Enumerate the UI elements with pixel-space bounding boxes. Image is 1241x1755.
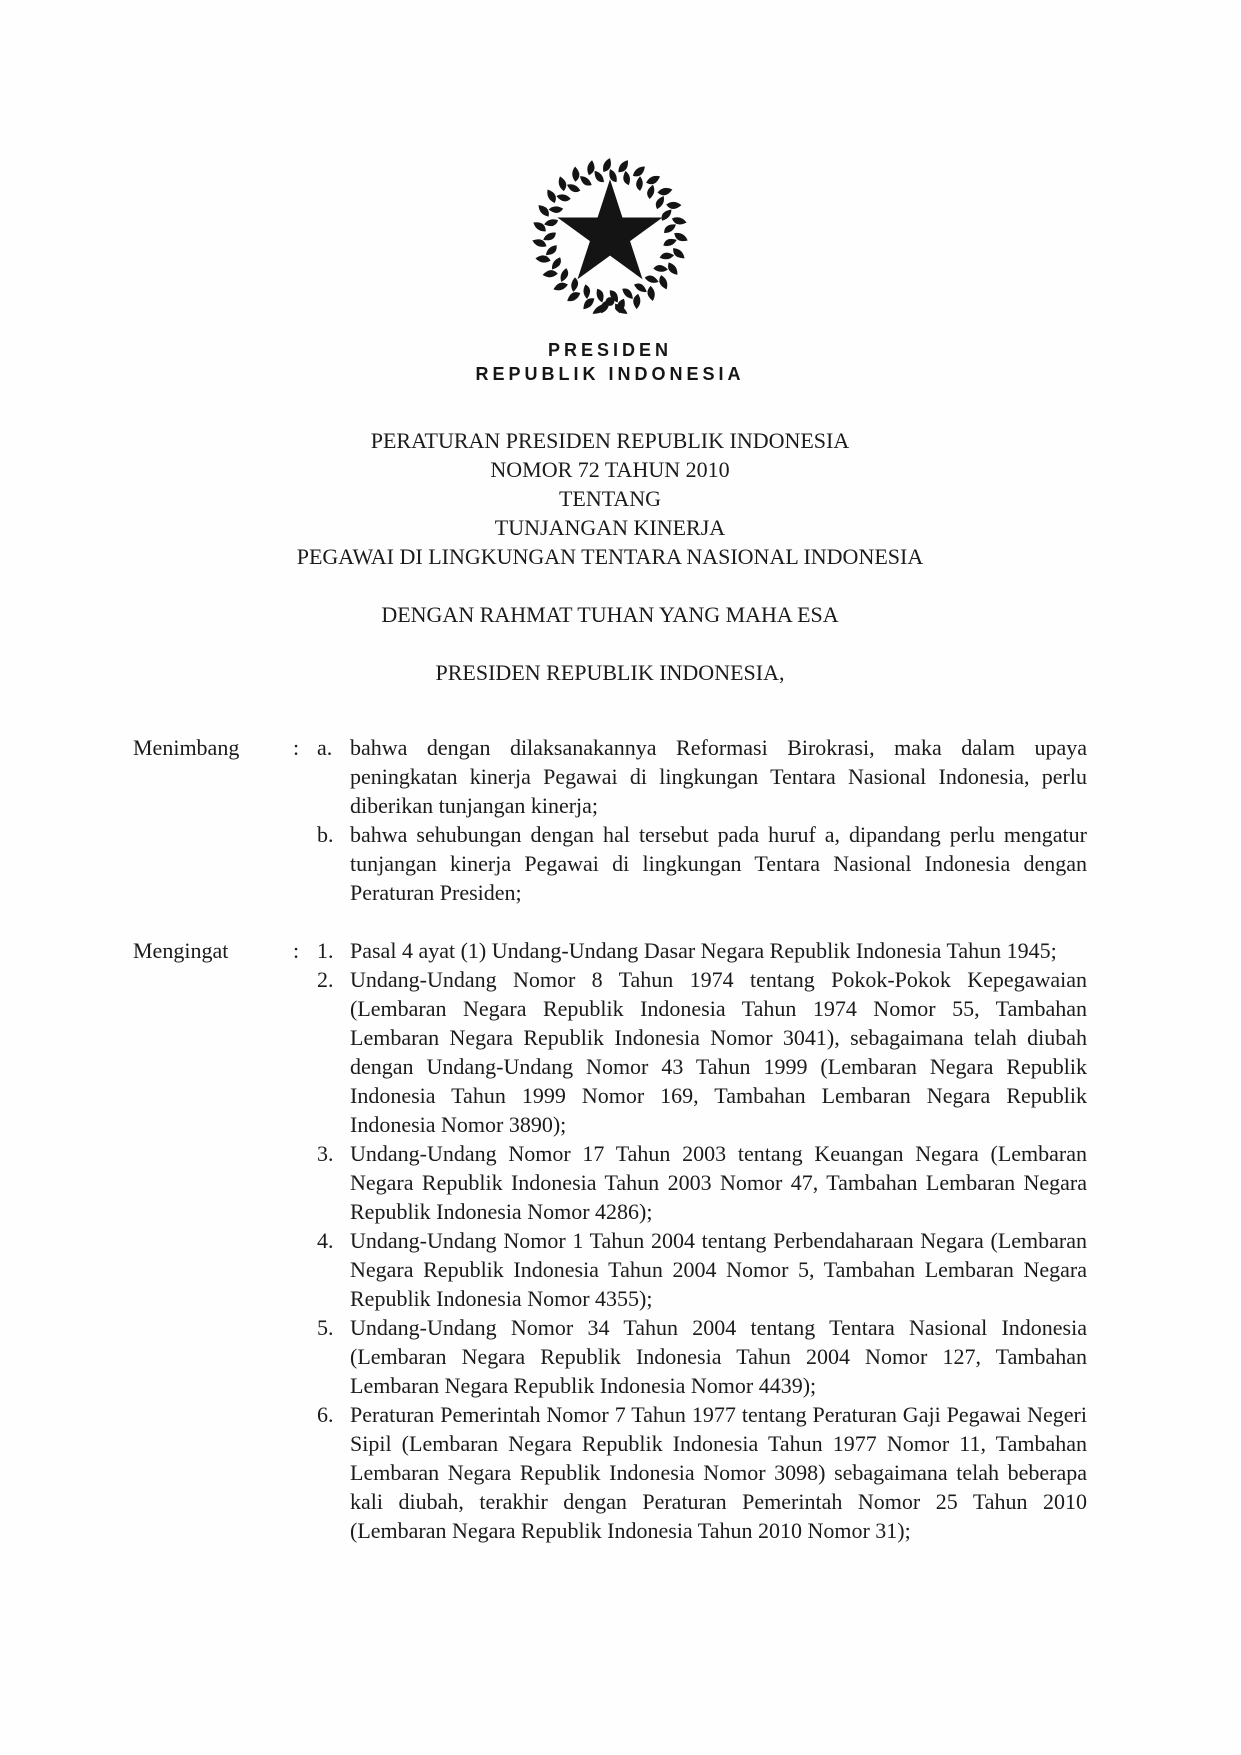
- item-text: Undang-Undang Nomor 1 Tahun 2004 tentang Perbendaharaan Negara (Lembaran Negara Republik Indonesia Tahun 2004 Nomor 5, Tambahan Lembaran Negara Republik Indonesia Nomor 4355);: [350, 1228, 1087, 1311]
- item-text: Undang-Undang Nomor 8 Tahun 1974 tentang Pokok-Pokok Kepegawaian (Lembaran Negara Republik Indonesia Tahun 1974 Nomor 55, Tambahan Lembaran Negara Republik Indonesia Nomor 3041), sebagaimana telah diubah dengan Undang-Undang Nomor 43 Tahun 1999 (Lembaran Negara Republik Indonesia Tahun 1999 Nomor 169, Tambahan Lembaran Negara Republik Indonesia Nomor 3890);: [350, 967, 1087, 1137]
- item-marker: 4.: [317, 1228, 334, 1253]
- item-marker: 6.: [317, 1402, 334, 1427]
- title-line-1: PERATURAN PRESIDEN REPUBLIK INDONESIA: [370, 428, 850, 453]
- item-text: Undang-Undang Nomor 17 Tahun 2003 tentang Keuangan Negara (Lembaran Negara Republik Indonesia Tahun 2003 Nomor 47, Tambahan Lembaran Negara Republik Indonesia Nomor 4286);: [350, 1141, 1087, 1224]
- item-text: bahwa dengan dilaksanakannya Reformasi Birokrasi, maka dalam upaya peningkatan kinerja Pegawai di lingkungan Tentara Nasional Indonesia, perlu diberikan tunjangan kinerja;: [350, 735, 1087, 818]
- item-marker: 1.: [317, 938, 334, 963]
- list-item: [317, 936, 1087, 965]
- item-marker: 2.: [317, 967, 334, 992]
- item-marker: 3.: [317, 1141, 334, 1166]
- issuer-line: PRESIDEN REPUBLIK INDONESIA,: [435, 660, 785, 685]
- list-item: [317, 1139, 1087, 1226]
- item-marker: 5.: [317, 1315, 334, 1340]
- list-item: [317, 1313, 1087, 1400]
- list-item: [317, 965, 1087, 1139]
- clause-colon: :: [293, 938, 300, 963]
- item-text: Pasal 4 ayat (1) Undang-Undang Dasar Negara Republik Indonesia Tahun 1945;: [350, 938, 1057, 963]
- title-line-5: PEGAWAI DI LINGKUNGAN TENTARA NASIONAL INDONESIA: [296, 544, 924, 569]
- list-item: [317, 820, 1087, 907]
- item-text: Undang-Undang Nomor 34 Tahun 2004 tentang Tentara Nasional Indonesia (Lembaran Negara Republik Indonesia Tahun 2004 Nomor 127, Tambahan Lembaran Negara Republik Indonesia Nomor 4439);: [350, 1315, 1087, 1398]
- clause-label-mengingat: Mengingat: [133, 938, 229, 963]
- clause-colon: :: [293, 735, 300, 760]
- clause-menimbang: [133, 733, 1087, 907]
- item-text: bahwa sehubungan dengan hal tersebut pada huruf a, dipandang perlu mengatur tunjangan kinerja Pegawai di lingkungan Tentara Nasional Indonesia dengan Peraturan Presiden;: [350, 822, 1087, 905]
- clause-label-menimbang: Menimbang: [133, 735, 240, 760]
- list-item: [317, 733, 1087, 820]
- list-item: [317, 1400, 1087, 1545]
- invocation-line: DENGAN RAHMAT TUHAN YANG MAHA ESA: [381, 602, 839, 627]
- presidential-seal-icon: [530, 156, 690, 316]
- regulation-title: [133, 426, 1087, 571]
- list-item: [317, 1226, 1087, 1313]
- item-text: Peraturan Pemerintah Nomor 7 Tahun 1977 tentang Peraturan Gaji Pegawai Negeri Sipil (Lembaran Negara Republik Indonesia Tahun 1977 Nomor 11, Tambahan Lembaran Negara Republik Indonesia Nomor 3098) sebagaimana telah beberapa kali diubah, terakhir dengan Peraturan Pemerintah Nomor 25 Tahun 2010 (Lembaran Negara Republik Indonesia Tahun 2010 Nomor 31);: [350, 1402, 1087, 1543]
- letterhead-line1: PRESIDEN: [547, 340, 673, 360]
- letterhead: [133, 156, 1087, 386]
- mengingat-items: [317, 936, 1087, 1545]
- item-marker: b.: [317, 822, 334, 847]
- item-marker: a.: [317, 735, 333, 760]
- clause-mengingat: [133, 936, 1087, 1545]
- star-icon: [557, 179, 662, 279]
- title-line-2: NOMOR 72 TAHUN 2010: [490, 457, 730, 482]
- title-line-3: TENTANG: [558, 486, 662, 511]
- letterhead-line2: REPUBLIK INDONESIA: [475, 364, 745, 384]
- menimbang-items: [317, 733, 1087, 907]
- title-line-4: TUNJANGAN KINERJA: [494, 515, 726, 540]
